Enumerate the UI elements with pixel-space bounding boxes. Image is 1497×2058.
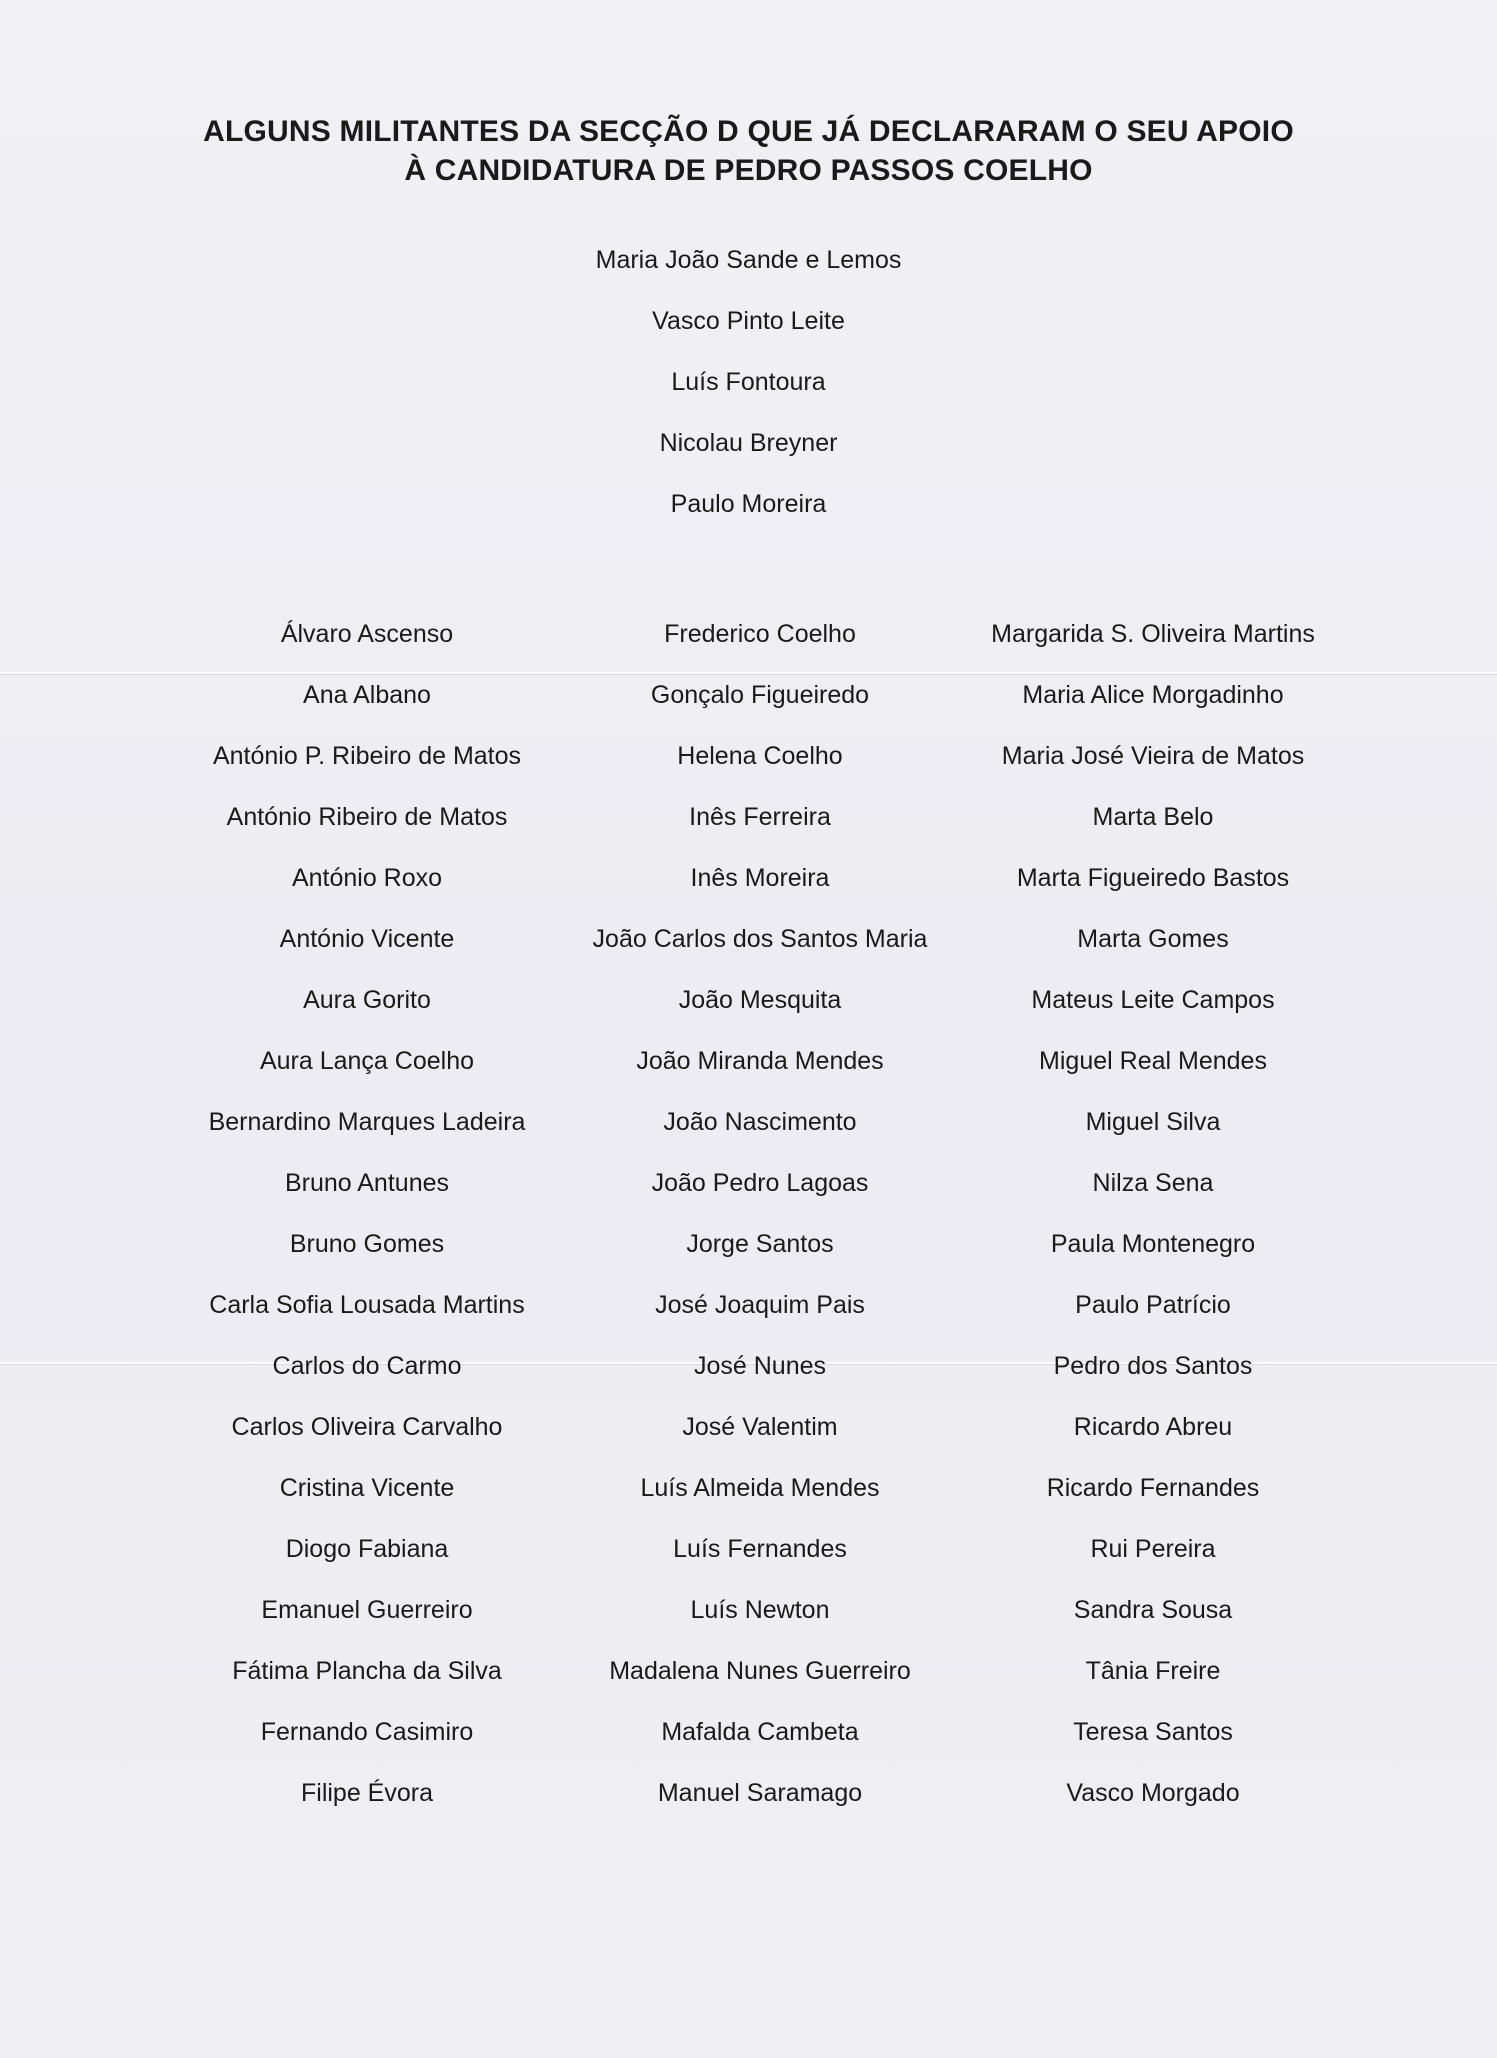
supporter-name: Carlos Oliveira Carvalho	[231, 1413, 503, 1441]
supporter-name: Sandra Sousa	[1073, 1596, 1233, 1624]
supporter-name: João Carlos dos Santos Maria	[592, 925, 928, 953]
supporter-name: Gonçalo Figueiredo	[650, 681, 870, 709]
supporter-name: Paula Montenegro	[1050, 1230, 1256, 1258]
supporter-name: José Valentim	[682, 1413, 838, 1441]
supporter-name: Paulo Patrício	[1075, 1291, 1231, 1319]
supporter-name: Inês Moreira	[690, 864, 830, 892]
supporter-name: Mafalda Cambeta	[661, 1718, 859, 1746]
supporter-name: Helena Coelho	[677, 742, 843, 770]
supporter-name: Tânia Freire	[1085, 1657, 1221, 1685]
supporter-name: Rui Pereira	[1090, 1535, 1216, 1563]
supporter-name: João Pedro Lagoas	[651, 1169, 869, 1197]
supporter-name: Madalena Nunes Guerreiro	[609, 1657, 911, 1685]
supporter-name: Bernardino Marques Ladeira	[208, 1108, 526, 1136]
supporter-name: Margarida S. Oliveira Martins	[991, 620, 1315, 648]
title-line-1: ALGUNS MILITANTES DA SECÇÃO D QUE JÁ DECLARARAM O SEU APOIO	[203, 115, 1294, 148]
supporter-name: Luís Fernandes	[673, 1535, 847, 1563]
supporter-name: Álvaro Ascenso	[280, 620, 454, 648]
supporter-name: Diogo Fabiana	[285, 1535, 449, 1563]
supporter-name: Miguel Real Mendes	[1039, 1047, 1267, 1075]
supporter-name: José Nunes	[693, 1352, 827, 1380]
supporter-name: Ricardo Abreu	[1073, 1413, 1233, 1441]
supporter-name: Jorge Santos	[686, 1230, 834, 1258]
supporter-name: Aura Gorito	[303, 986, 431, 1014]
supporter-name: Filipe Évora	[301, 1779, 433, 1807]
supporter-name: Marta Gomes	[1077, 925, 1229, 953]
supporter-name: Pedro dos Santos	[1053, 1352, 1253, 1380]
featured-name: Nicolau Breyner	[659, 429, 838, 457]
supporter-name: Maria Alice Morgadinho	[1022, 681, 1284, 709]
featured-name: Luís Fontoura	[671, 368, 826, 396]
supporter-name: Nilza Sena	[1092, 1169, 1214, 1197]
supporter-name: Ana Albano	[303, 681, 431, 709]
supporter-name: Maria José Vieira de Matos	[1001, 742, 1305, 770]
supporter-name: Luís Almeida Mendes	[640, 1474, 880, 1502]
supporter-name: Luís Newton	[690, 1596, 830, 1624]
supporter-name: António P. Ribeiro de Matos	[212, 742, 522, 770]
supporter-name: Marta Belo	[1092, 803, 1214, 831]
title-line-2: À CANDIDATURA DE PEDRO PASSOS COELHO	[404, 154, 1093, 187]
supporter-name: Ricardo Fernandes	[1046, 1474, 1260, 1502]
featured-name: Paulo Moreira	[670, 490, 827, 518]
supporter-name: Marta Figueiredo Bastos	[1016, 864, 1290, 892]
supporter-name: João Mesquita	[678, 986, 842, 1014]
supporter-name: Mateus Leite Campos	[1031, 986, 1275, 1014]
supporter-name: Aura Lança Coelho	[259, 1047, 475, 1075]
supporter-name: Carla Sofia Lousada Martins	[209, 1291, 525, 1319]
supporter-name: Miguel Silva	[1085, 1108, 1221, 1136]
supporter-name: João Nascimento	[663, 1108, 857, 1136]
supporter-name: António Roxo	[291, 864, 443, 892]
supporter-name: Emanuel Guerreiro	[261, 1596, 473, 1624]
featured-name: Maria João Sande e Lemos	[595, 246, 902, 274]
supporter-name: António Vicente	[279, 925, 455, 953]
document-title	[0, 112, 1497, 190]
supporter-name: João Miranda Mendes	[636, 1047, 884, 1075]
supporter-name: António Ribeiro de Matos	[226, 803, 508, 831]
supporter-name: Bruno Antunes	[284, 1169, 449, 1197]
supporter-name: Teresa Santos	[1073, 1718, 1233, 1746]
supporter-name: Fátima Plancha da Silva	[232, 1657, 502, 1685]
supporter-name: Frederico Coelho	[664, 620, 856, 648]
supporters-column-2	[550, 614, 970, 1834]
featured-name: Vasco Pinto Leite	[652, 307, 845, 335]
supporters-column-1	[157, 614, 577, 1834]
supporter-name: Carlos do Carmo	[272, 1352, 462, 1380]
supporter-name: Manuel Saramago	[657, 1779, 863, 1807]
supporters-column-3	[943, 614, 1363, 1834]
supporter-name: José Joaquim Pais	[655, 1291, 865, 1319]
supporter-name: Cristina Vicente	[279, 1474, 455, 1502]
supporter-name: Bruno Gomes	[289, 1230, 445, 1258]
supporter-name: Fernando Casimiro	[260, 1718, 474, 1746]
supporter-name: Inês Ferreira	[689, 803, 831, 831]
supporter-name: Vasco Morgado	[1066, 1779, 1240, 1807]
featured-supporters	[0, 240, 1497, 545]
